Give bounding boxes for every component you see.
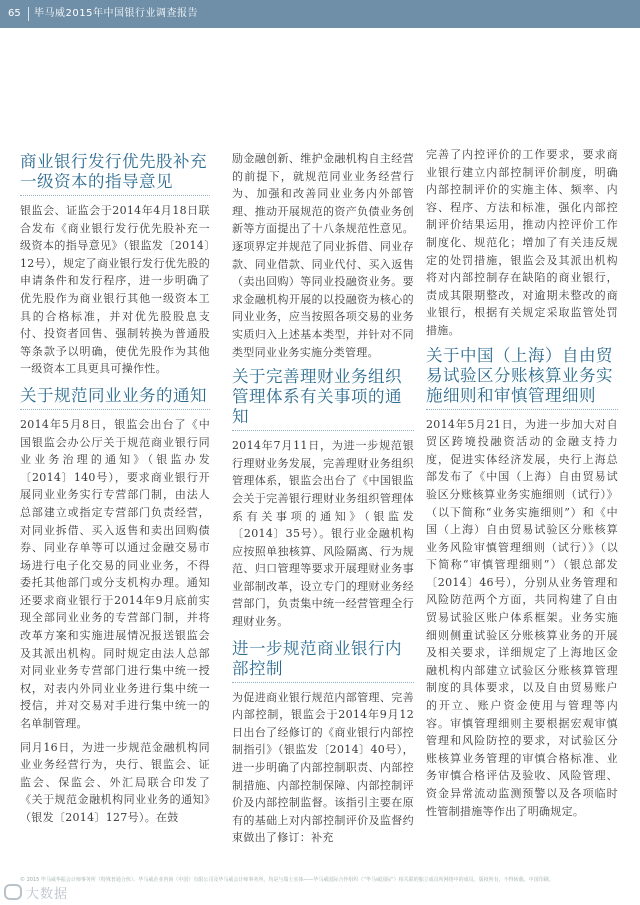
watermark-logo-icon xyxy=(4,884,22,900)
section-internal-control xyxy=(232,639,414,847)
column-right xyxy=(426,146,618,828)
paragraph: 2014年5月21日，为进一步加大对自贸区跨境投融资活动的金融支持力度，促进实体经济发展，央行上海总部发布了《中国（上海）自由贸易试验区分账核算业务实施细则（试行）》（以下简称“业务实施细则”）和《中国（上海）自由贸易试验区分账核算业务风险审慎管理细则（试行）》（以下简称“审慎管理细则”）（银总部发〔2014〕46号），分别从业务管理和风险防范两个方面，共同构建了自由贸易试验区账户体系框架。业务实施细则侧重试验区分账核算业务的开展及相关要求，详细规定了上海地区金融机构内部建立试验区分账核算管理制度的具体要求，以及自由贸易账户的开立、账户资金使用与管理等内容。审慎管理细则主要根据宏观审慎管理和风险防控的要求，对试验区分账核算业务管理的审慎合格标准、业务审慎合格评估及验收、风险管理、资金异常流动监测预警以及各项临时性管制措施等作出了明确规定。 xyxy=(426,417,618,818)
section-preferred-shares xyxy=(20,152,210,378)
watermark xyxy=(4,883,68,902)
column-left xyxy=(20,152,210,835)
paragraph: 励金融创新、维护金融机构自主经营的前提下，就规范同业业务经营行为、加强和改善同业业务内外部管理、推动开展规范的资产负债业务创新等方面提出了十八条规范性意见。逐项界定并规范了同业拆借、同业存款、同业借款、同业代付、买入返售（卖出回购）等同业投融资业务。要求金融机构开展的以投融资为核心的同业业务，应当按照各项交易的业务实质归入上述基本类型，并针对不同类型同业业务实施分类管理。 xyxy=(232,152,414,359)
section-wealth-management xyxy=(232,367,414,631)
section-ftz xyxy=(426,346,618,821)
section-interbank xyxy=(20,386,210,827)
column-middle xyxy=(232,150,414,855)
section-title-preferred-shares: 商业银行发行优先股补充一级资本的指导意见 xyxy=(20,152,210,196)
paragraph: 银监会、证监会于2014年4月18日联合发布《商业银行发行优先股补充一级资本的指导意见》（银监发〔2014〕12号），规定了商业银行发行优先股的申请条件和发行程序，进一步明确了优先股作为商业银行其他一级资本工具的合格标准，并对优先股股息支付、投资者回售、强制转换为普通股等条款予以明确，使优先股作为其他一级资本工具更具可操作性。 xyxy=(20,204,210,376)
header-divider xyxy=(28,7,29,21)
paragraph: 完善了内控评价的工作要求，要求商业银行建立内部控制评价制度，明确内部控制评价的实施主体、频率、内容、程序、方法和标准，强化内部控制评价结果运用，推动内控评价工作制度化、规范化；增加了有关违反规定的处罚措施，银监会及其派出机构将对内部控制存在缺陷的商业银行，责成其限期整改，对逾期未整改的商业银行，根据有关规定采取监管处罚措施。 xyxy=(426,148,618,337)
paragraph: 2014年7月11日，为进一步规范银行理财业务发展，完善理财业务组织管理体系，银监会出台了《中国银监会关于完善银行理财业务组织管理体系有关事项的通知》（银监发〔2014〕35号）。银行业金融机构应按照单独核算、风险隔离、行为规范、归口管理等要求开展理财业务事业部制改革，设立专门的理财业务经营部门，负责集中统一经营管理全行理财业务。 xyxy=(232,439,414,629)
page-header-bar xyxy=(0,0,640,28)
footer-legal-note: © 2015 毕马威华振会计师事务所（特殊普通合伙）、毕马威企业咨询（中国）有限公司及毕马威会计师事务所，均是与瑞士实体——毕马威国际合作组织（“毕马威国际”）相关联的独立成员所网络中的成员。版权所有，不得转载。中国印刷。 xyxy=(20,877,554,883)
page-number: 65 xyxy=(8,8,21,19)
section-title-ftz: 关于中国（上海）自由贸易试验区分账核算业务实施细则和审慎管理细则 xyxy=(426,346,618,410)
watermark-text: 大数据 xyxy=(26,887,69,902)
paragraph: 2014年5月8日，银监会出台了《中国银监会办公厅关于规范商业银行同业业务治理的通知》（银监办发〔2014〕140号），要求商业银行开展同业业务实行专营部门制，由法人总部建立或指定专营部门负责经营，对同业拆借、买入返售和卖出回购债券、同业存单等可以通过金融交易市场进行电子化交易的同业业务，不得委托其他部门或分支机构办理。通知还要求商业银行于2014年9月底前实现全部同业业务的专营部门制，并将改革方案和实施进展情况报送银监会及其派出机构。同时规定由法人总部对同业业务专营部门进行集中统一授权，对表内外同业业务进行集中统一授信，并对交易对手进行集中统一的名单制管理。 xyxy=(20,417,210,731)
report-title: 毕马威2015年中国银行业调查报告 xyxy=(34,8,198,19)
paragraph: 同月16日，为进一步规范金融机构同业业务经营行为，央行、银监会、证监会、保监会、外汇局联合印发了《关于规范金融机构同业业务的通知》（银发〔2014〕127号）。在鼓 xyxy=(20,740,210,824)
section-title-interbank: 关于规范同业业务的通知 xyxy=(20,386,210,410)
paragraph: 为促进商业银行规范内部管理、完善内部控制，银监会于2014年9月12日出台了经修订的《商业银行内部控制指引》（银监发〔2014〕40号），进一步明确了内部控制职责、内部控制措施、内部控制保障、内部控制评价及内部控制监督。该指引主要在原有的基础上对内部控制评价及监督约束做出了修订：补充 xyxy=(232,690,414,845)
section-title-internal-control: 进一步规范商业银行内部控制 xyxy=(232,639,414,683)
section-title-wealth-management: 关于完善理财业务组织管理体系有关事项的通知 xyxy=(232,367,414,431)
